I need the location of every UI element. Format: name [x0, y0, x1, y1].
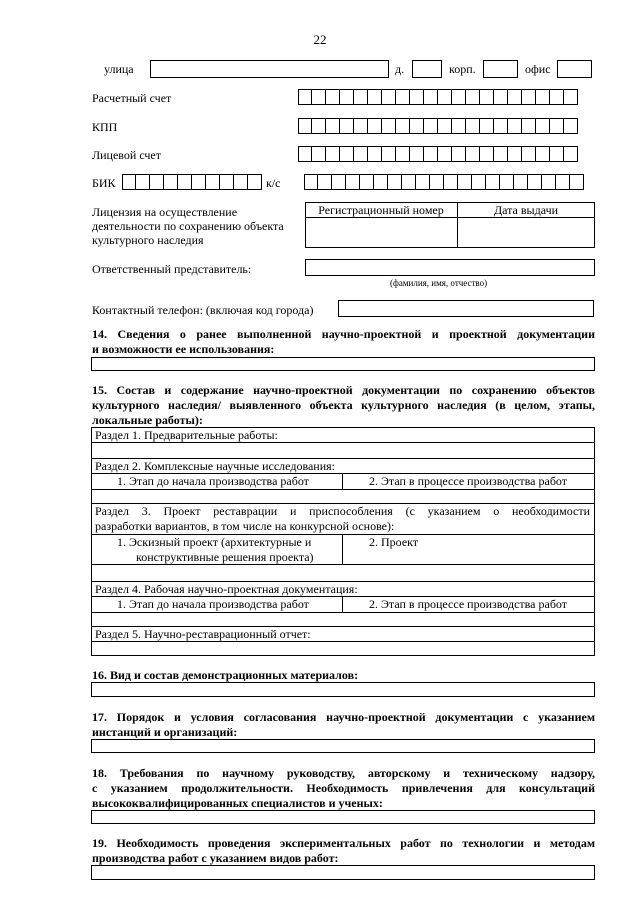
license-col-reg-number: Регистрационный номер: [318, 203, 444, 217]
phone-field[interactable]: [338, 300, 594, 317]
office-label: офис: [525, 62, 551, 76]
house-label: д.: [395, 62, 405, 76]
razdel4-stage2: 2. Этап в процессе производства работ: [369, 597, 568, 611]
section15-line2: культурного наследия/ выявленного объекта культурного наследия (в целом, этапы,: [92, 398, 595, 412]
section19-line1: 19. Необходимость проведения экспериментальных работ по технологии и методам: [92, 836, 595, 850]
section15-line3: локальные работы):: [92, 413, 203, 427]
license-issue-date-field[interactable]: [458, 218, 594, 247]
razdel2-stage2: 2. Этап в процессе производства работ: [369, 474, 568, 488]
section17-line2: инстанций и организаций:: [92, 725, 238, 739]
razdel3-col-divider: [342, 534, 343, 564]
razdel2-label: Раздел 2. Комплексные научные исследования:: [95, 459, 335, 473]
office-field[interactable]: [557, 60, 592, 78]
account-cells[interactable]: [298, 89, 578, 105]
section16-field[interactable]: [91, 682, 595, 697]
section19-field[interactable]: [91, 865, 595, 880]
razdel2-col-divider: [342, 473, 343, 489]
section14-line2: и возможности ее использования:: [92, 342, 275, 356]
section17-field[interactable]: [91, 739, 595, 753]
house-field[interactable]: [412, 60, 442, 78]
razdel3-item1-line1: 1. Эскизный проект (архитектурные и: [117, 535, 312, 549]
razdel3-field[interactable]: [92, 565, 594, 581]
license-label-line3: культурного наследия: [92, 233, 204, 247]
phone-label: Контактный телефон: (включая код города): [92, 303, 314, 317]
building-label: корп.: [449, 62, 476, 76]
razdel1-label: Раздел 1. Предварительные работы:: [95, 428, 278, 442]
personal-account-label: Лицевой счет: [92, 148, 162, 162]
razdel4-label: Раздел 4. Рабочая научно-проектная документация:: [95, 582, 358, 596]
license-label-line2: деятельности по сохранению объекта: [92, 219, 284, 233]
razdel4-stage1: 1. Этап до начала производства работ: [117, 597, 309, 611]
street-label: улица: [104, 62, 134, 76]
section14-field[interactable]: [91, 357, 595, 371]
section18-field[interactable]: [91, 810, 595, 824]
razdel2-field[interactable]: [92, 490, 594, 503]
kpp-cells[interactable]: [298, 118, 578, 134]
section18-line2: с указанием продолжительности. Необходимость привлечения для консультаций: [92, 781, 595, 795]
section16-line1: 16. Вид и состав демонстрационных материалов:: [92, 668, 359, 682]
razdel5-label: Раздел 5. Научно-реставрационный отчет:: [95, 627, 311, 641]
representative-label: Ответственный представитель:: [92, 262, 252, 276]
license-reg-number-field[interactable]: [306, 218, 456, 247]
razdel4-col-divider: [342, 596, 343, 612]
razdel4-field[interactable]: [92, 613, 594, 626]
license-col-issue-date: Дата выдачи: [493, 203, 559, 217]
razdel1-field[interactable]: [92, 443, 594, 458]
section17-line1: 17. Порядок и условия согласования научно-проектной документации с указанием: [92, 710, 595, 724]
section15-line1: 15. Состав и содержание научно-проектной документации по сохранению объектов: [92, 383, 595, 397]
razdel2-stage1: 1. Этап до начала производства работ: [117, 474, 309, 488]
corr-cells[interactable]: [304, 174, 584, 190]
building-field[interactable]: [483, 60, 518, 78]
representative-field[interactable]: [305, 259, 595, 276]
bik-label: БИК: [92, 176, 116, 190]
razdel3-item2: 2. Проект: [369, 535, 419, 549]
personal-account-cells[interactable]: [298, 146, 578, 162]
bik-cells[interactable]: [122, 174, 262, 190]
street-field[interactable]: [150, 60, 389, 78]
razdel3-line2: разработки вариантов, в том числе на конкурсной основе):: [95, 519, 395, 533]
razdel3-line1: Раздел 3. Проект реставрации и приспособления (с указанием о необходимости: [95, 504, 590, 518]
representative-hint: (фамилия, имя, отчество): [390, 278, 488, 288]
razdel5-field[interactable]: [92, 642, 594, 655]
section14-line1: 14. Сведения о ранее выполненной научно-проектной и проектной документации: [92, 327, 595, 341]
kpp-label: КПП: [92, 120, 118, 134]
page-number: 22: [313, 32, 327, 47]
corr-label: к/с: [266, 176, 281, 190]
account-label: Расчетный счет: [92, 91, 172, 105]
razdel3-item1-line2: конструктивные решения проекта): [136, 550, 314, 564]
section18-line3: высококвалифицированных специалистов и ученых:: [92, 796, 383, 810]
section18-line1: 18. Требования по научному руководству, авторскому и техническому надзору,: [92, 766, 595, 780]
section19-line2: производства работ с указанием видов работ:: [92, 851, 339, 865]
license-label-line1: Лицензия на осуществление: [92, 205, 238, 219]
